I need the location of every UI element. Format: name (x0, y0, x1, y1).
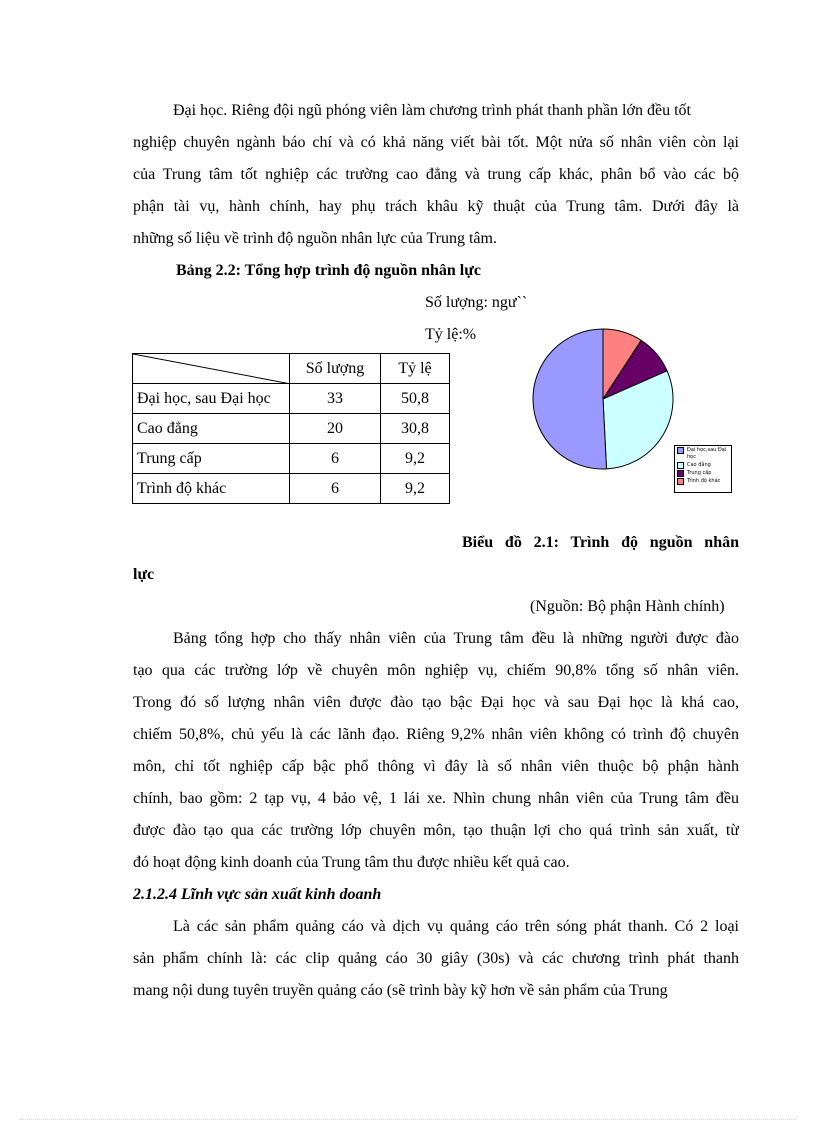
legend-item (677, 478, 729, 485)
legend-label: Cao đẳng (687, 462, 711, 468)
row-label: Cao đẳng (133, 414, 290, 444)
legend-swatch (677, 470, 684, 477)
legend-swatch (677, 447, 684, 454)
legend-swatch (677, 478, 684, 485)
header-rate: Tỷ lệ (381, 354, 450, 384)
row-label: Trình độ khác (133, 474, 290, 504)
row-count: 6 (290, 444, 381, 474)
table-row (133, 414, 450, 444)
legend-label: Trình độ khác (687, 478, 721, 484)
text-line: Là các sản phẩm quảng cáo và dịch vụ quảng cáo trên sóng phát thanh. Có 2 loại (173, 918, 739, 935)
legend-item (677, 462, 729, 469)
legend-swatch (677, 462, 684, 469)
source-note: (Nguồn: Bộ phận Hành chính) (530, 598, 725, 615)
legend-label: Trung cấp (687, 470, 712, 476)
text-line: môn, chỉ tốt nghiệp cấp bậc phổ thông vì đây là số nhân viên thuộc bộ phận hành (133, 758, 739, 775)
text-line: những số liệu về trình độ nguồn nhân lực của Trung tâm. (133, 230, 497, 247)
text-line: sản phẩm chính là: các clip quảng cáo 30 giây (30s) và các chương trình phát thanh (133, 950, 739, 967)
text-line: nghiệp chuyên ngành báo chí và có khả năng viết bài tốt. Một nửa số nhân viên còn lại (133, 134, 739, 151)
text-line: đó hoạt động kinh doanh của Trung tâm thu được nhiều kết quả cao. (133, 854, 570, 871)
pie-slice-0 (533, 329, 607, 469)
row-label: Trung cấp (133, 444, 290, 474)
data-table (132, 353, 450, 504)
legend-item (677, 447, 729, 461)
text-line: được đào tạo qua các trường lớp chuyên môn, tạo thuận lợi cho quá trình sản xuất, từ (133, 822, 739, 839)
text-line: mang nội dung tuyên truyền quảng cáo (sẽ trình bày kỹ hơn về sản phẩm của Trung (133, 982, 668, 999)
row-rate: 9,2 (381, 474, 450, 504)
pie-chart (530, 322, 680, 478)
page-edge-divider (20, 1119, 796, 1120)
diagonal-line (133, 354, 291, 384)
table-row (133, 474, 450, 504)
header-count: Số lượng (290, 354, 381, 384)
row-rate: 30,8 (381, 414, 450, 444)
section-heading: 2.1.2.4 Lĩnh vực sản xuất kinh doanh (133, 886, 382, 903)
row-count: 20 (290, 414, 381, 444)
table-header-row (133, 354, 450, 384)
table-row (133, 444, 450, 474)
text-line: của Trung tâm tốt nghiệp các trường cao đẳng và trung cấp khác, phân bổ vào các bộ (133, 166, 739, 183)
text-line: Trong đó số lượng nhân viên được đào tạo bậc Đại học và sau Đại học là khá cao, (133, 694, 739, 711)
row-rate: 50,8 (381, 384, 450, 414)
unit-count: Số lượng: ngư`` (425, 294, 528, 311)
row-label: Đại học, sau Đại học (133, 384, 290, 414)
row-count: 33 (290, 384, 381, 414)
unit-rate: Tỷ lệ:% (425, 326, 477, 343)
legend-label: Đại học,sau Đại học (687, 447, 727, 460)
text-line: Đại học. Riêng đội ngũ phóng viên làm chương trình phát thanh phần lớn đều tốt (173, 102, 691, 119)
row-count: 6 (290, 474, 381, 504)
diagonal-header-cell (133, 354, 290, 384)
text-line: Bảng tổng hợp cho thấy nhân viên của Trung tâm đều là những người được đào (173, 630, 739, 647)
legend-item (677, 470, 729, 477)
table-row (133, 384, 450, 414)
chart-legend (674, 445, 732, 493)
chart-caption: Biểu đồ 2.1: Trình độ nguồn nhân (462, 534, 739, 551)
chart-caption-cont: lực (133, 566, 155, 583)
row-rate: 9,2 (381, 444, 450, 474)
text-line: chiếm 50,8%, chủ yếu là các lãnh đạo. Riêng 9,2% nhân viên không có trình độ chuyên (133, 726, 739, 743)
text-line: chính, bao gồm: 2 tạp vụ, 4 bảo vệ, 1 lái xe. Nhìn chung nhân viên của Trung tâm đều (133, 790, 739, 807)
text-line: phận tài vụ, hành chính, hay phụ trách khâu kỹ thuật của Trung tâm. Dưới đây là (133, 198, 739, 215)
table-caption: Bảng 2.2: Tổng hợp trình độ nguồn nhân lực (176, 262, 481, 279)
text-line: tạo qua các trường lớp về chuyên môn nghiệp vụ, chiếm 90,8% tổng số nhân viên. (133, 662, 739, 679)
